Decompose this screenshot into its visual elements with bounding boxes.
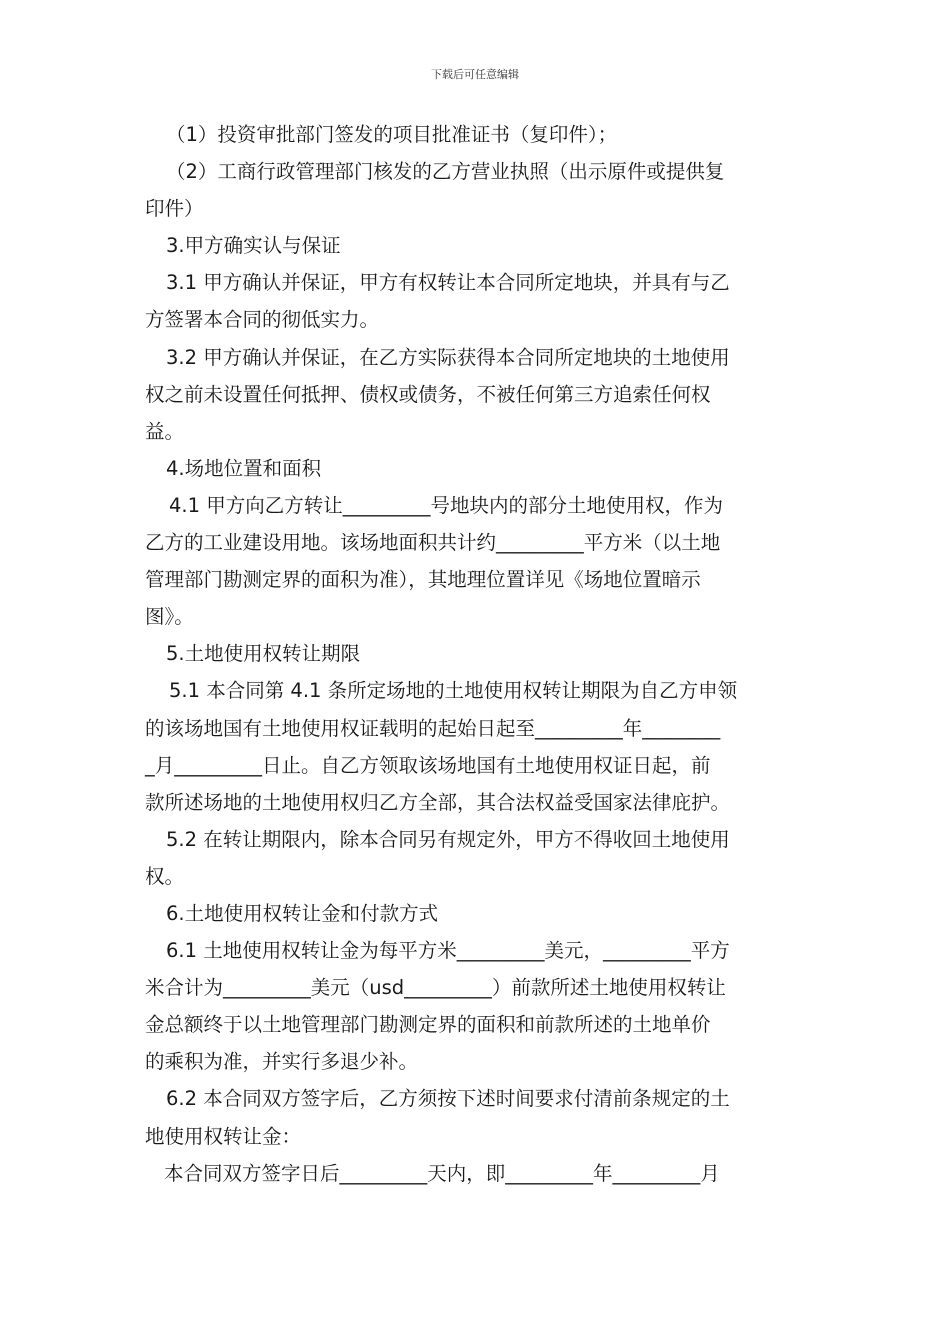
paragraph-line: 3.1 甲方确认并保证，甲方有权转让本合同所定地块，并具有与乙 bbox=[166, 271, 730, 295]
document-body bbox=[145, 116, 805, 1192]
paragraph-line: _月_________日止。自乙方领取该场地国有土地使用权证日起，前 bbox=[145, 753, 711, 777]
paragraph-line: 6.1 土地使用权转让金为每平方米_________美元，_________平方 bbox=[166, 939, 730, 963]
section-heading: 3.甲方确实认与保证 bbox=[166, 234, 341, 258]
section-heading: 4.场地位置和面积 bbox=[166, 456, 322, 480]
section-heading: 5.土地使用权转让期限 bbox=[166, 642, 361, 666]
paragraph-line: 权之前未设置任何抵押、债权或债务，不被任何第三方追索任何权 bbox=[145, 382, 711, 406]
paragraph-line: 4.1 甲方向乙方转让_________号地块内的部分土地使用权，作为 bbox=[169, 493, 723, 517]
paragraph-line: 地使用权转让金： bbox=[145, 1124, 302, 1148]
paragraph-line: 款所述场地的土地使用权归乙方全部，其合法权益受国家法律庇护。 bbox=[145, 790, 731, 814]
paragraph-line: （2）工商行政管理部门核发的乙方营业执照（出示原件或提供复 bbox=[166, 160, 725, 184]
paragraph-line: 6.2 本合同双方签字后，乙方须按下述时间要求付清前条规定的土 bbox=[166, 1087, 730, 1111]
paragraph-line: 的乘积为准，并实行多退少补。 bbox=[145, 1050, 419, 1074]
paragraph-line: 本合同双方签字日后_________天内，即_________年_________月 bbox=[164, 1161, 720, 1185]
paragraph-line: 的该场地国有土地使用权证载明的起始日起至_________年________ bbox=[145, 716, 721, 740]
paragraph-line: 乙方的工业建设用地。该场地面积共计约_________平方米（以土地 bbox=[145, 531, 721, 555]
section-heading: 6.土地使用权转让金和付款方式 bbox=[166, 901, 439, 925]
paragraph-line: 金总额终于以土地管理部门勘测定界的面积和前款所述的土地单价 bbox=[145, 1013, 711, 1037]
paragraph-line: 印件） bbox=[145, 197, 204, 221]
paragraph-line: 米合计为_________美元（usd_________）前款所述土地使用权转让 bbox=[145, 976, 726, 1000]
paragraph-line: （1）投资审批部门签发的项目批准证书（复印件）； bbox=[166, 123, 618, 146]
paragraph-line: 5.2 在转让期限内，除本合同另有规定外，甲方不得收回土地使用 bbox=[166, 827, 730, 851]
paragraph-line: 5.1 本合同第 4.1 条所定场地的土地使用权转让期限为自乙方申领 bbox=[169, 679, 738, 703]
paragraph-line: 方签署本合同的彻低实力。 bbox=[145, 308, 380, 332]
paragraph-line: 3.2 甲方确认并保证，在乙方实际获得本合同所定地块的土地使用 bbox=[166, 345, 730, 369]
paragraph-line: 权。 bbox=[145, 864, 185, 888]
paragraph-line: 益。 bbox=[145, 419, 185, 443]
page-header: 下载后可任意编辑 bbox=[431, 68, 519, 81]
paragraph-line: 管理部门勘测定界的面积为准），其地理位置详见《场地位置暗示 bbox=[145, 568, 701, 592]
paragraph-line: 图》。 bbox=[145, 605, 194, 629]
